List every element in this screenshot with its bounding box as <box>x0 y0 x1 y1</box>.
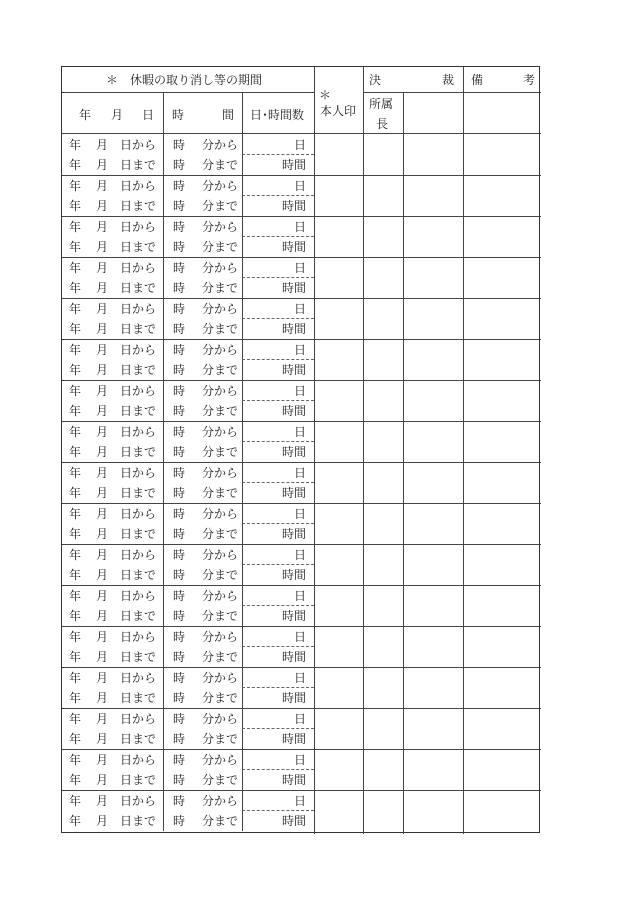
to-minute-label: 分まで <box>202 732 239 746</box>
to-day-label: 日まで <box>120 404 157 418</box>
from-hour-label: 時 <box>173 794 186 808</box>
day-column-separator <box>163 216 164 257</box>
hours-label: 時間 <box>281 527 306 541</box>
days-hours-dashed-divider <box>242 441 314 442</box>
days-label: 日 <box>293 753 306 767</box>
days-label: 日 <box>293 548 306 562</box>
remarks-separator <box>463 67 464 834</box>
from-minute-label: 分から <box>202 179 239 193</box>
supervisor-header-top: 所属 <box>369 97 394 111</box>
from-month-label: 月 <box>96 712 109 726</box>
self-mark: ＊ <box>319 88 332 102</box>
from-minute-label: 分から <box>202 753 239 767</box>
header-hour: 時 <box>172 108 185 122</box>
to-hour-label: 時 <box>173 363 186 377</box>
to-day-label: 日まで <box>120 691 157 705</box>
days-label: 日 <box>293 302 306 316</box>
to-day-label: 日まで <box>120 199 157 213</box>
header-time-suffix: 間 <box>222 108 235 122</box>
days-label: 日 <box>293 384 306 398</box>
to-hour-label: 時 <box>173 650 186 664</box>
from-month-label: 月 <box>96 384 109 398</box>
from-year-label: 年 <box>69 179 82 193</box>
days-label: 日 <box>293 507 306 521</box>
from-month-label: 月 <box>96 466 109 480</box>
from-day-label: 日から <box>120 507 157 521</box>
from-month-label: 月 <box>96 261 109 275</box>
from-day-label: 日から <box>120 179 157 193</box>
day-column-separator <box>163 175 164 216</box>
hours-label: 時間 <box>281 363 306 377</box>
to-minute-label: 分まで <box>202 814 239 828</box>
days-hours-dashed-divider <box>242 605 314 606</box>
to-day-label: 日まで <box>120 527 157 541</box>
to-year-label: 年 <box>69 732 82 746</box>
days-label: 日 <box>293 589 306 603</box>
from-year-label: 年 <box>69 425 82 439</box>
to-year-label: 年 <box>69 322 82 336</box>
from-hour-label: 時 <box>173 425 186 439</box>
hours-label: 時間 <box>281 814 306 828</box>
days-hours-dashed-divider <box>242 728 314 729</box>
to-month-label: 月 <box>96 445 109 459</box>
header-day: 日 <box>142 108 155 122</box>
row-bottom-line <box>62 790 541 791</box>
from-day-label: 日から <box>120 712 157 726</box>
from-day-label: 日から <box>120 220 157 234</box>
hours-label: 時間 <box>281 486 306 500</box>
from-minute-label: 分から <box>202 261 239 275</box>
row-bottom-line <box>62 257 541 258</box>
to-day-label: 日まで <box>120 568 157 582</box>
to-hour-label: 時 <box>173 732 186 746</box>
to-hour-label: 時 <box>173 814 186 828</box>
row-bottom-line <box>62 298 541 299</box>
to-minute-label: 分まで <box>202 404 239 418</box>
day-column-separator <box>163 503 164 544</box>
from-month-label: 月 <box>96 794 109 808</box>
from-day-label: 日から <box>120 138 157 152</box>
to-month-label: 月 <box>96 404 109 418</box>
from-month-label: 月 <box>96 671 109 685</box>
approval-header-right: 裁 <box>442 73 455 87</box>
from-hour-label: 時 <box>173 466 186 480</box>
approval-divider <box>363 92 541 93</box>
from-minute-label: 分から <box>202 671 239 685</box>
to-day-label: 日まで <box>120 486 157 500</box>
row-bottom-line <box>62 175 541 176</box>
hours-label: 時間 <box>281 404 306 418</box>
to-minute-label: 分まで <box>202 363 239 377</box>
to-hour-label: 時 <box>173 240 186 254</box>
to-minute-label: 分まで <box>202 773 239 787</box>
days-label: 日 <box>293 425 306 439</box>
from-month-label: 月 <box>96 179 109 193</box>
to-month-label: 月 <box>96 814 109 828</box>
to-month-label: 月 <box>96 199 109 213</box>
from-day-label: 日から <box>120 548 157 562</box>
days-hours-dashed-divider <box>242 400 314 401</box>
to-year-label: 年 <box>69 568 82 582</box>
days-hours-dashed-divider <box>242 236 314 237</box>
from-hour-label: 時 <box>173 179 186 193</box>
to-minute-label: 分まで <box>202 527 239 541</box>
from-hour-label: 時 <box>173 507 186 521</box>
hours-label: 時間 <box>281 158 306 172</box>
from-year-label: 年 <box>69 671 82 685</box>
to-month-label: 月 <box>96 691 109 705</box>
from-month-label: 月 <box>96 548 109 562</box>
to-year-label: 年 <box>69 281 82 295</box>
row-bottom-line <box>62 708 541 709</box>
self-seal-header: 本人印 <box>320 104 357 118</box>
to-month-label: 月 <box>96 568 109 582</box>
days-label: 日 <box>293 671 306 685</box>
from-minute-label: 分から <box>202 507 239 521</box>
row-bottom-line <box>62 749 541 750</box>
to-hour-label: 時 <box>173 609 186 623</box>
hours-label: 時間 <box>281 322 306 336</box>
from-year-label: 年 <box>69 712 82 726</box>
from-year-label: 年 <box>69 138 82 152</box>
day-column-separator <box>163 339 164 380</box>
from-year-label: 年 <box>69 630 82 644</box>
to-hour-label: 時 <box>173 404 186 418</box>
to-day-label: 日まで <box>120 732 157 746</box>
from-hour-label: 時 <box>173 138 186 152</box>
hours-label: 時間 <box>281 609 306 623</box>
header-year: 年 <box>79 108 92 122</box>
day-column-separator <box>163 298 164 339</box>
from-day-label: 日から <box>120 466 157 480</box>
day-column-separator <box>163 421 164 462</box>
from-minute-label: 分から <box>202 138 239 152</box>
to-year-label: 年 <box>69 527 82 541</box>
header-bottom-line <box>62 133 541 134</box>
from-minute-label: 分から <box>202 220 239 234</box>
day-column-separator <box>163 708 164 749</box>
from-day-label: 日から <box>120 384 157 398</box>
from-month-label: 月 <box>96 138 109 152</box>
from-month-label: 月 <box>96 220 109 234</box>
to-hour-label: 時 <box>173 691 186 705</box>
from-day-label: 日から <box>120 261 157 275</box>
header-month: 月 <box>111 108 124 122</box>
header-days-hours: 日･時間数 <box>250 108 305 122</box>
to-month-label: 月 <box>96 486 109 500</box>
row-bottom-line <box>62 544 541 545</box>
from-minute-label: 分から <box>202 712 239 726</box>
to-year-label: 年 <box>69 650 82 664</box>
day-column-separator <box>163 462 164 503</box>
from-minute-label: 分から <box>202 302 239 316</box>
from-hour-label: 時 <box>173 712 186 726</box>
to-year-label: 年 <box>69 240 82 254</box>
day-column-separator <box>163 585 164 626</box>
approval-header-left: 決 <box>369 73 382 87</box>
day-column-separator <box>163 544 164 585</box>
from-year-label: 年 <box>69 343 82 357</box>
row-bottom-line <box>62 503 541 504</box>
to-day-label: 日まで <box>120 322 157 336</box>
to-day-label: 日まで <box>120 281 157 295</box>
row-bottom-line <box>62 380 541 381</box>
day-column-separator-header <box>163 92 164 134</box>
days-hours-dashed-divider <box>242 769 314 770</box>
from-day-label: 日から <box>120 343 157 357</box>
row-bottom-line <box>62 585 541 586</box>
from-year-label: 年 <box>69 507 82 521</box>
row-bottom-line <box>62 667 541 668</box>
to-minute-label: 分まで <box>202 199 239 213</box>
to-hour-label: 時 <box>173 568 186 582</box>
days-label: 日 <box>293 138 306 152</box>
from-minute-label: 分から <box>202 589 239 603</box>
from-hour-label: 時 <box>173 548 186 562</box>
to-hour-label: 時 <box>173 281 186 295</box>
from-hour-label: 時 <box>173 384 186 398</box>
to-month-label: 月 <box>96 240 109 254</box>
to-day-label: 日まで <box>120 609 157 623</box>
days-hours-dashed-divider <box>242 564 314 565</box>
to-hour-label: 時 <box>173 773 186 787</box>
from-year-label: 年 <box>69 466 82 480</box>
day-column-separator <box>163 667 164 708</box>
to-minute-label: 分まで <box>202 568 239 582</box>
from-minute-label: 分から <box>202 384 239 398</box>
to-month-label: 月 <box>96 363 109 377</box>
remarks-header-left: 備 <box>471 73 484 87</box>
to-month-label: 月 <box>96 281 109 295</box>
from-year-label: 年 <box>69 384 82 398</box>
supervisor-header-bottom: 長 <box>376 117 389 131</box>
to-day-label: 日まで <box>120 814 157 828</box>
days-hours-dashed-divider <box>242 482 314 483</box>
to-day-label: 日まで <box>120 445 157 459</box>
to-year-label: 年 <box>69 691 82 705</box>
days-hours-dashed-divider <box>242 318 314 319</box>
to-year-label: 年 <box>69 199 82 213</box>
days-label: 日 <box>293 466 306 480</box>
days-hours-dashed-divider <box>242 646 314 647</box>
days-hours-dashed-divider <box>242 195 314 196</box>
header-divider-top <box>62 92 314 93</box>
to-year-label: 年 <box>69 773 82 787</box>
days-hours-dashed-divider <box>242 359 314 360</box>
from-year-label: 年 <box>69 220 82 234</box>
to-day-label: 日まで <box>120 650 157 664</box>
day-column-separator <box>163 790 164 831</box>
to-year-label: 年 <box>69 486 82 500</box>
to-hour-label: 時 <box>173 486 186 500</box>
from-month-label: 月 <box>96 343 109 357</box>
from-year-label: 年 <box>69 261 82 275</box>
to-day-label: 日まで <box>120 158 157 172</box>
supervisor-separator <box>403 92 404 834</box>
days-hours-dashed-divider <box>242 810 314 811</box>
days-label: 日 <box>293 630 306 644</box>
from-month-label: 月 <box>96 425 109 439</box>
to-hour-label: 時 <box>173 158 186 172</box>
to-minute-label: 分まで <box>202 281 239 295</box>
from-hour-label: 時 <box>173 302 186 316</box>
from-minute-label: 分から <box>202 343 239 357</box>
from-month-label: 月 <box>96 753 109 767</box>
to-minute-label: 分まで <box>202 691 239 705</box>
day-column-separator <box>163 749 164 790</box>
day-column-separator <box>163 626 164 667</box>
from-minute-label: 分から <box>202 466 239 480</box>
to-month-label: 月 <box>96 322 109 336</box>
hours-label: 時間 <box>281 732 306 746</box>
from-day-label: 日から <box>120 589 157 603</box>
hours-label: 時間 <box>281 199 306 213</box>
to-year-label: 年 <box>69 158 82 172</box>
to-day-label: 日まで <box>120 773 157 787</box>
to-minute-label: 分まで <box>202 240 239 254</box>
from-day-label: 日から <box>120 671 157 685</box>
to-hour-label: 時 <box>173 199 186 213</box>
days-label: 日 <box>293 220 306 234</box>
hours-label: 時間 <box>281 445 306 459</box>
row-bottom-line <box>62 339 541 340</box>
to-minute-label: 分まで <box>202 322 239 336</box>
to-minute-label: 分まで <box>202 650 239 664</box>
days-hours-dashed-divider <box>242 687 314 688</box>
days-label: 日 <box>293 712 306 726</box>
to-minute-label: 分まで <box>202 158 239 172</box>
days-hours-dashed-divider <box>242 154 314 155</box>
from-year-label: 年 <box>69 589 82 603</box>
from-hour-label: 時 <box>173 220 186 234</box>
days-label: 日 <box>293 179 306 193</box>
days-hours-dashed-divider <box>242 277 314 278</box>
row-bottom-line <box>62 462 541 463</box>
to-year-label: 年 <box>69 445 82 459</box>
to-month-label: 月 <box>96 609 109 623</box>
day-column-separator <box>163 257 164 298</box>
from-day-label: 日から <box>120 302 157 316</box>
hours-label: 時間 <box>281 568 306 582</box>
days-hours-separator <box>314 67 315 834</box>
from-month-label: 月 <box>96 589 109 603</box>
day-column-separator <box>163 134 164 175</box>
from-minute-label: 分から <box>202 630 239 644</box>
from-year-label: 年 <box>69 794 82 808</box>
to-year-label: 年 <box>69 363 82 377</box>
to-day-label: 日まで <box>120 363 157 377</box>
to-year-label: 年 <box>69 609 82 623</box>
to-hour-label: 時 <box>173 445 186 459</box>
from-day-label: 日から <box>120 753 157 767</box>
from-day-label: 日から <box>120 630 157 644</box>
row-bottom-line <box>62 421 541 422</box>
from-hour-label: 時 <box>173 630 186 644</box>
from-hour-label: 時 <box>173 589 186 603</box>
to-day-label: 日まで <box>120 240 157 254</box>
from-hour-label: 時 <box>173 753 186 767</box>
to-hour-label: 時 <box>173 527 186 541</box>
from-month-label: 月 <box>96 302 109 316</box>
days-label: 日 <box>293 261 306 275</box>
leave-cancellation-form <box>61 66 540 833</box>
hour-column-separator-header <box>242 92 243 134</box>
days-label: 日 <box>293 343 306 357</box>
to-hour-label: 時 <box>173 322 186 336</box>
to-minute-label: 分まで <box>202 486 239 500</box>
day-column-separator <box>163 380 164 421</box>
days-hours-dashed-divider <box>242 523 314 524</box>
from-year-label: 年 <box>69 753 82 767</box>
seal-separator <box>363 67 364 834</box>
to-month-label: 月 <box>96 732 109 746</box>
row-bottom-line <box>62 626 541 627</box>
to-year-label: 年 <box>69 404 82 418</box>
to-month-label: 月 <box>96 158 109 172</box>
to-month-label: 月 <box>96 527 109 541</box>
hours-label: 時間 <box>281 281 306 295</box>
row-bottom-line <box>62 216 541 217</box>
to-minute-label: 分まで <box>202 445 239 459</box>
from-minute-label: 分から <box>202 794 239 808</box>
from-hour-label: 時 <box>173 343 186 357</box>
from-year-label: 年 <box>69 302 82 316</box>
days-label: 日 <box>293 794 306 808</box>
hours-label: 時間 <box>281 240 306 254</box>
from-day-label: 日から <box>120 794 157 808</box>
to-month-label: 月 <box>96 650 109 664</box>
hours-label: 時間 <box>281 691 306 705</box>
to-month-label: 月 <box>96 773 109 787</box>
from-hour-label: 時 <box>173 671 186 685</box>
from-year-label: 年 <box>69 548 82 562</box>
hours-label: 時間 <box>281 650 306 664</box>
to-year-label: 年 <box>69 814 82 828</box>
hours-label: 時間 <box>281 773 306 787</box>
from-month-label: 月 <box>96 630 109 644</box>
from-minute-label: 分から <box>202 548 239 562</box>
period-title: ＊ 休暇の取り消し等の期間 <box>106 73 263 87</box>
from-day-label: 日から <box>120 425 157 439</box>
from-hour-label: 時 <box>173 261 186 275</box>
from-month-label: 月 <box>96 507 109 521</box>
remarks-header-right: 考 <box>523 73 536 87</box>
from-minute-label: 分から <box>202 425 239 439</box>
to-minute-label: 分まで <box>202 609 239 623</box>
